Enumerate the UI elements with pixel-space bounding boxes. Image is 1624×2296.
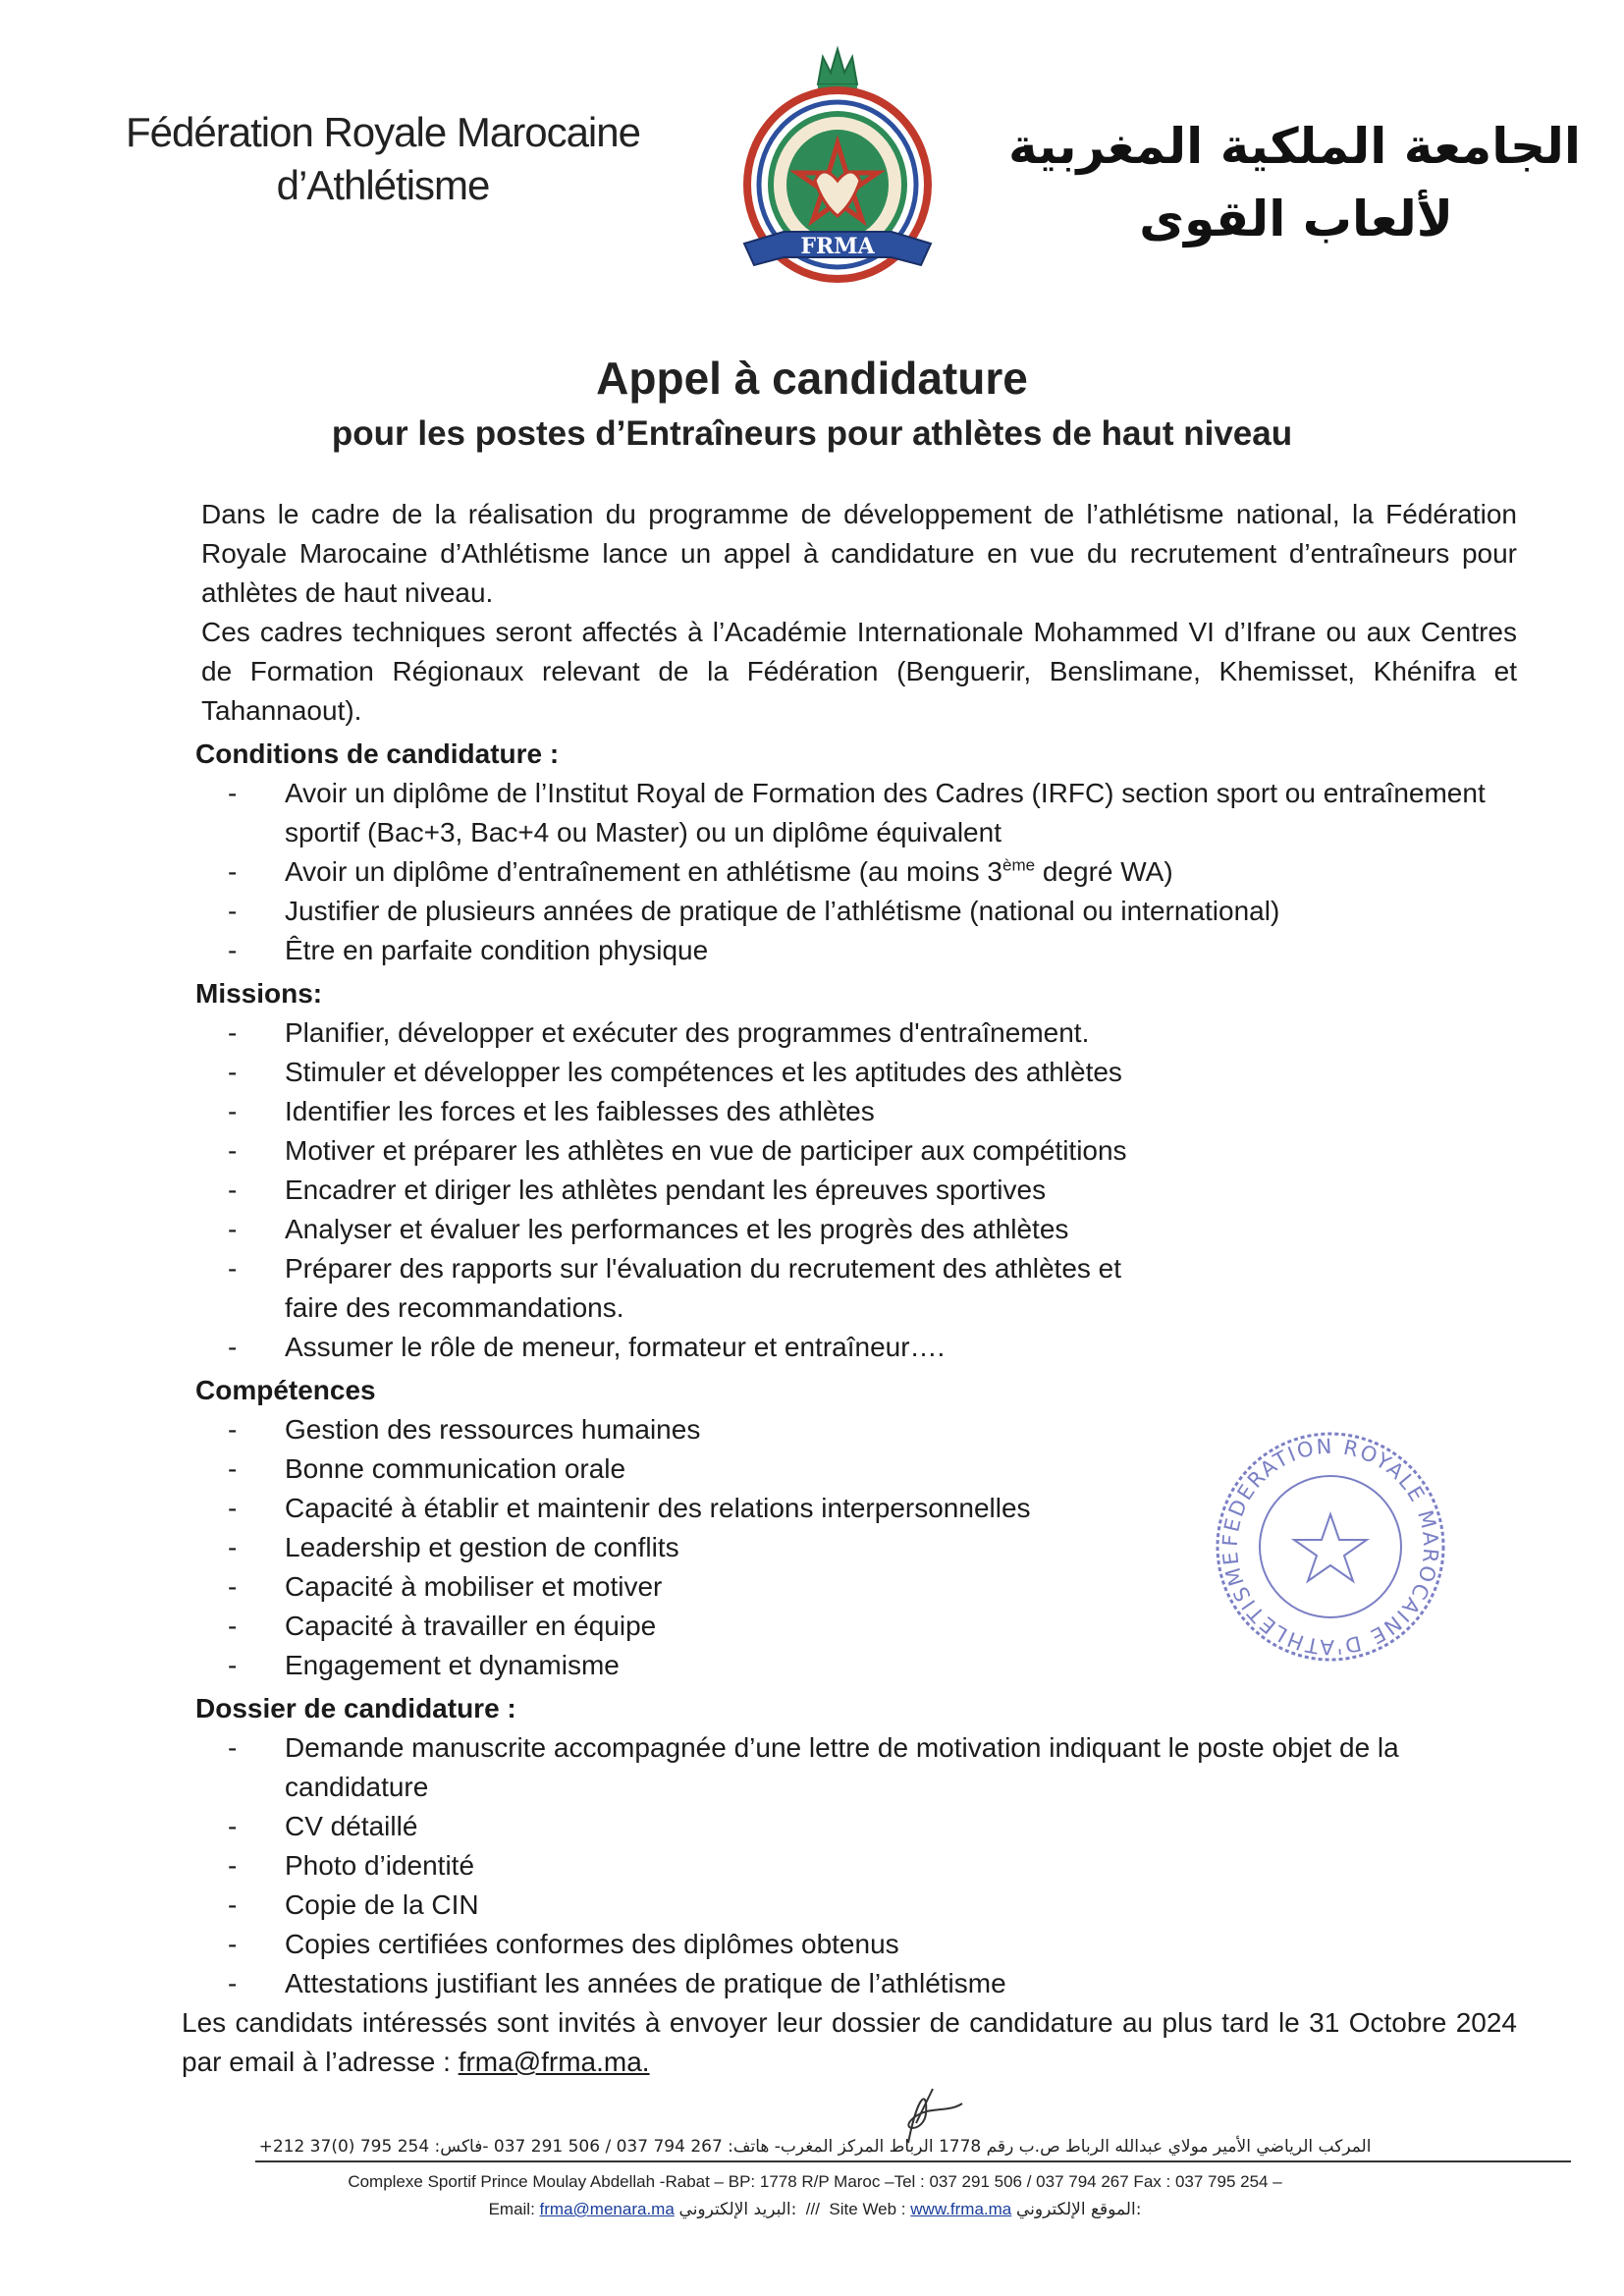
footer-email-label: Email: <box>488 2200 535 2218</box>
organization-name-ar <box>972 110 1581 255</box>
org-name-ar-line1: الجامعة الملكية المغربية <box>1008 118 1581 175</box>
footer-site-link[interactable]: www.frma.ma <box>910 2200 1012 2218</box>
competences-heading: Compétences <box>195 1375 376 1405</box>
footer-email-link[interactable]: frma@menara.ma <box>539 2200 675 2218</box>
list-item: - Attestations justifiant les années de pratique de l’athlétisme <box>285 1964 1517 2003</box>
list-item: - Leadership et gestion de conflits <box>285 1528 1517 1567</box>
footer-email-label-ar: البريد الإلكتروني: <box>678 2200 797 2219</box>
intro-paragraph-1: Dans le cadre de la réalisation du programme de développement de l’athlétisme national, la Fédération Royale Marocaine d’Athlétisme lance un appel à candidature en vue du recrutement d’entraîneurs pour athlètes de haut niveau. <box>201 499 1517 608</box>
conditions-list <box>201 774 1517 970</box>
list-item: - Analyser et évaluer les performances et les progrès des athlètes <box>285 1210 1517 1249</box>
footer-contact <box>196 2196 1434 2223</box>
list-item: - Copie de la CIN <box>285 1886 1517 1925</box>
dossier-heading: Dossier de candidature : <box>195 1693 516 1723</box>
list-item <box>285 892 1517 931</box>
superscript: ème <box>1002 855 1036 875</box>
page-footer <box>196 2137 1434 2223</box>
org-name-ar-line2: لألعاب القوى <box>1139 191 1453 247</box>
list-item <box>285 852 1517 892</box>
official-stamp <box>1208 1424 1453 1669</box>
condition-text: Avoir un diplôme de l’Institut Royal de Formation des Cadres (IRFC) section sport ou entraînement sportif (Bac+3, Bac+4 ou Master) ou un diplôme équivalent <box>285 778 1486 847</box>
list-item: - Photo d’identité <box>285 1846 1517 1886</box>
org-name-fr-line1: Fédération Royale Marocaine <box>126 109 640 155</box>
logo-text: FRMA <box>800 234 875 259</box>
page-subtitle: pour les postes d’Entraîneurs pour athlètes de haut niveau <box>331 414 1293 453</box>
list-item <box>285 774 1517 852</box>
org-name-fr-line2: d’Athlétisme <box>276 162 490 208</box>
list-item: - Identifier les forces et les faiblesses des athlètes <box>285 1092 1517 1131</box>
list-item: - Engagement et dynamisme <box>285 1646 1517 1685</box>
application-email-link[interactable]: frma@frma.ma. <box>458 2047 650 2077</box>
list-item: - Préparer des rapports sur l'évaluation du recrutement des athlètes et faire des recommandations. <box>285 1249 1517 1328</box>
footer-site-label: Site Web : <box>829 2200 906 2218</box>
list-item: - Encadrer et diriger les athlètes pendant les épreuves sportives <box>285 1171 1517 1210</box>
list-item: - Capacité à mobiliser et motiver <box>285 1567 1517 1607</box>
footer-separator: /// <box>805 2200 820 2218</box>
stamp-text: FEDERATION ROYALE MAROCAINE D'ATHLETISME <box>1218 1434 1443 1660</box>
condition-text: Avoir un diplôme d’entraînement en athlétisme (au moins 3 <box>285 856 1002 887</box>
condition-text: degré WA) <box>1035 856 1173 887</box>
document-body <box>182 495 1517 2082</box>
list-item: - Motiver et préparer les athlètes en vue de participer aux compétitions <box>285 1131 1517 1171</box>
missions-list <box>201 1013 1517 1367</box>
frma-logo <box>725 37 950 293</box>
closing-text: Les candidats intéressés sont invités à envoyer leur dossier de candidature au plus tard le 31 Octobre 2024 par email à l’adresse : <box>182 2007 1517 2077</box>
footer-address-ar: المركب الرياضي الأمير مولاي عبدالله الرباط ص.ب رقم 1778 الرباط المركز المغرب- هاتف: 267 794 037 / 506 291 037 -فاكس: 254 795 (0)37 212+ <box>258 2137 1372 2157</box>
list-item <box>285 931 1517 970</box>
page-title: Appel à candidature <box>596 353 1028 404</box>
list-item: - CV détaillé <box>285 1807 1517 1846</box>
list-item: - Stimuler et développer les compétences et les aptitudes des athlètes <box>285 1053 1517 1092</box>
condition-text: Justifier de plusieurs années de pratique de l’athlétisme (national ou international) <box>285 896 1280 926</box>
organization-name-fr <box>98 106 668 212</box>
intro-paragraph-2: Ces cadres techniques seront affectés à l’Académie Internationale Mohammed VI d’Ifrane ou aux Centres de Formation Régionaux relevant de la Fédération (Benguerir, Benslimane, Khemisset, Khénifra et Tahannaout). <box>201 617 1517 726</box>
list-item: - Assumer le rôle de meneur, formateur et entraîneur…. <box>285 1328 1517 1367</box>
footer-site-label-ar: الموقع الإلكتروني: <box>1015 2200 1142 2219</box>
list-item: - Gestion des ressources humaines <box>285 1410 1517 1449</box>
list-item: - Bonne communication orale <box>285 1449 1517 1489</box>
list-item: - Planifier, développer et exécuter des programmes d'entraînement. <box>285 1013 1517 1053</box>
dossier-list <box>201 1728 1517 2003</box>
conditions-heading: Conditions de candidature : <box>195 738 560 769</box>
list-item: - Demande manuscrite accompagnée d’une lettre de motivation indiquant le poste objet de la candidature <box>285 1728 1517 1807</box>
list-item: - Capacité à travailler en équipe <box>285 1607 1517 1646</box>
missions-heading: Missions: <box>195 978 323 1009</box>
footer-address-fr: Complexe Sportif Prince Moulay Abdellah -Rabat – BP: 1778 R/P Maroc –Tel : 037 291 506 / 037 794 267 Fax : 037 795 254 – <box>348 2172 1282 2191</box>
closing-paragraph <box>182 2003 1517 2082</box>
list-item: - Copies certifiées conformes des diplômes obtenus <box>285 1925 1517 1964</box>
condition-text: Être en parfaite condition physique <box>285 935 709 965</box>
list-item: - Capacité à établir et maintenir des relations interpersonnelles <box>285 1489 1517 1528</box>
